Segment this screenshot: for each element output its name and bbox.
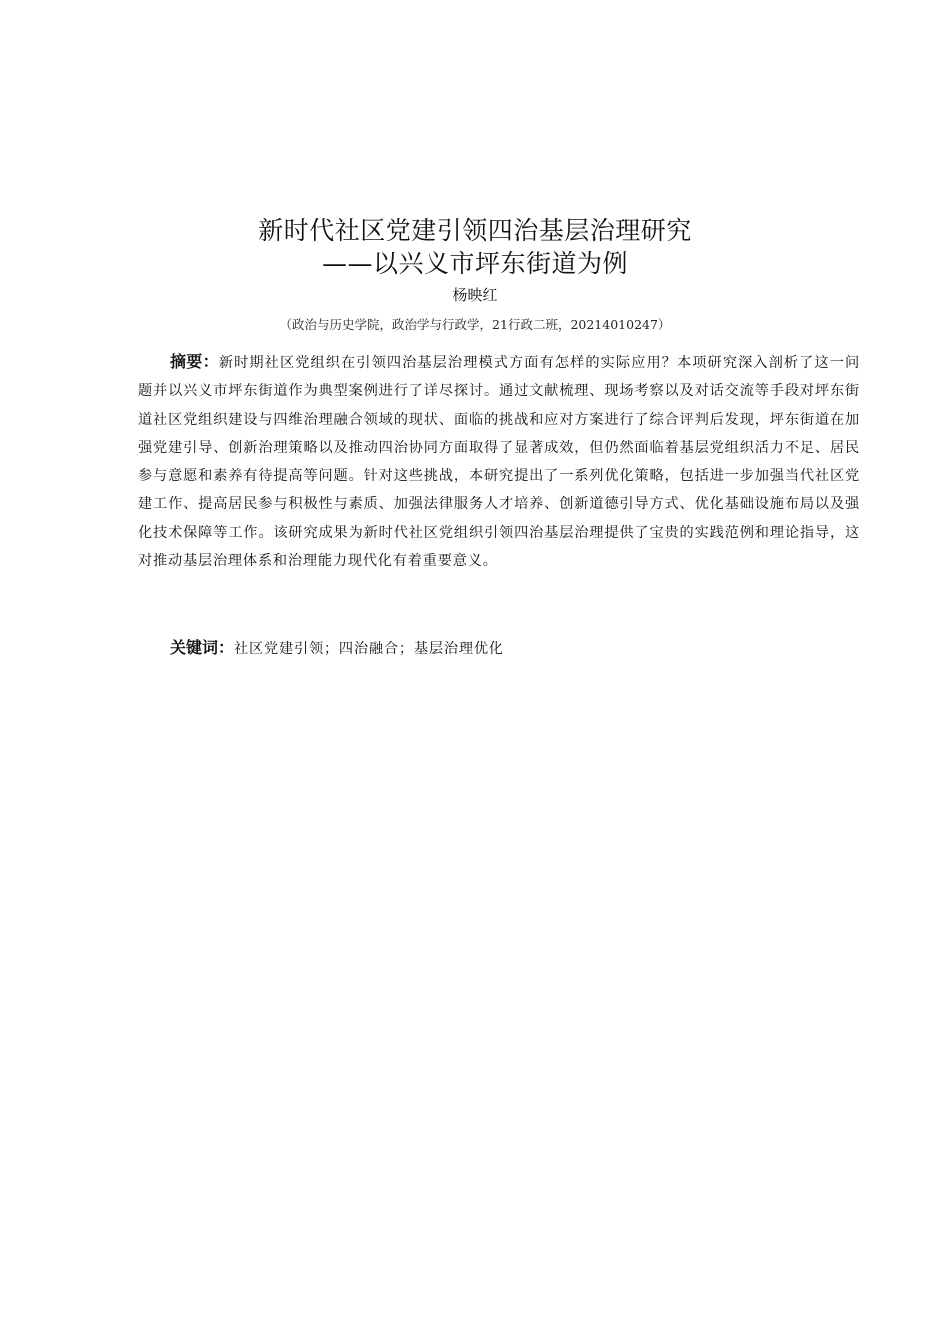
keywords-label: 关键词： bbox=[170, 638, 235, 657]
title-block bbox=[0, 214, 950, 334]
keywords-text: 社区党建引领；四治融合；基层治理优化 bbox=[234, 641, 504, 657]
keywords-line bbox=[138, 634, 860, 663]
abstract-label: 摘要： bbox=[170, 352, 219, 371]
abstract-text: 新时期社区党组织在引领四治基层治理模式方面有怎样的实际应用？本项研究深入剖析了这一问题并以兴义市坪东街道作为典型案例进行了详尽探讨。通过文献梳理、现场考察以及对话交流等手段对坪东街道社区党组织建设与四维治理融合领域的现状、面临的挑战和应对方案进行了综合评判后发现，坪东街道在加强党建引导、创新治理策略以及推动四治协同方面取得了显著成效，但仍然面临着基层党组织活力不足、居民参与意愿和素养有待提高等问题。针对这些挑战，本研究提出了一系列优化策略，包括进一步加强当代社区党建工作、提高居民参与积极性与素质、加强法律服务人才培养、创新道德引导方式、优化基础设施布局以及强化技术保障等工作。该研究成果为新时代社区党组织引领四治基层治理提供了宝贵的实践范例和理论指导，这对推动基层治理体系和治理能力现代化有着重要意义。 bbox=[138, 355, 860, 570]
author-name: 杨映红 bbox=[452, 286, 498, 304]
paper-subtitle: ——以兴义市坪东街道为例 bbox=[321, 249, 628, 278]
author-affiliation: （政治与历史学院，政治学与行政学，21行政二班，20214010247） bbox=[279, 317, 671, 332]
paper-title: 新时代社区党建引领四治基层治理研究 bbox=[258, 216, 692, 245]
abstract-paragraph bbox=[138, 348, 860, 575]
